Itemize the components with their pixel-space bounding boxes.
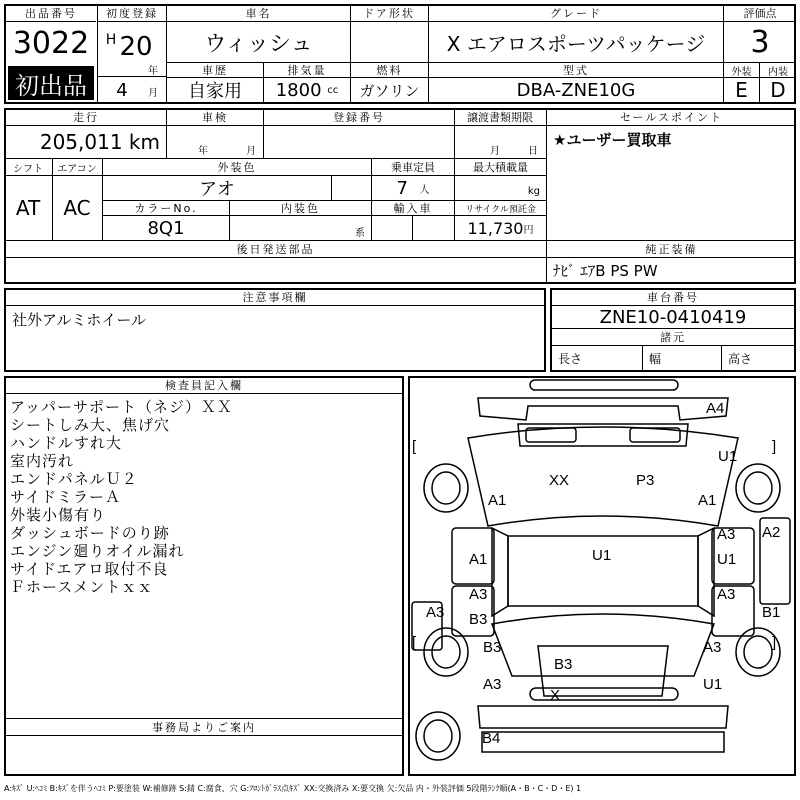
first-listing-badge: 初出品 [8,66,94,100]
mark-u1-right: U1 [717,551,737,568]
capacity-unit: 人 [419,184,430,196]
mark-b3-rear: B3 [483,639,502,656]
recycle-header: リサイクル預託金 [465,204,536,215]
car-name-header: 車名 [245,7,272,20]
exterior-score-header: 外装 [731,66,752,78]
inspector-note-line: ダッシュボードのり跡 [10,524,170,542]
inspector-note-line: Ｆホースメントｘｘ [10,578,154,596]
mark-a3-edge: A3 [426,604,445,621]
mileage-value [6,126,166,158]
load-header: 最大積載量 [473,161,528,174]
history-header: 車歴 [202,64,228,77]
mark-b4: B4 [482,730,501,747]
reg-number-header: 登録番号 [333,111,385,124]
notes-value: 社外アルミホイール [12,310,147,329]
recycle-value [455,216,546,240]
equipment-value: ﾅﾋﾞ ｴｱB PS PW [553,261,658,280]
later-parts-header: 後日発送部品 [236,243,315,256]
int-color-unit: 系 [355,227,365,239]
mileage-unit: km [128,130,160,154]
fuel-header: 燃料 [376,64,403,77]
mark-a3-left: A3 [469,586,488,603]
inspector-note-line: サイドミラーＡ [10,488,121,506]
specs-height: 高さ [728,351,753,366]
aircon-header: エアコン [57,163,97,175]
inspector-note-line: エンジン廻りオイル漏れ [10,542,185,560]
registration-year-unit: 年 [148,65,158,77]
color-no-value: 8Q1 [147,217,185,239]
mark-a3-right-2: A3 [717,586,736,603]
sales-point-value: ★ユーザー買取車 [553,130,672,149]
recycle-number: 11,730 [467,218,524,238]
mark-a3-right-1: A3 [717,526,736,543]
mark-u1-center: U1 [592,547,612,564]
registration-month-unit: 月 [148,87,158,99]
inspector-note-line: シートしみ大、焦げ穴 [10,416,171,434]
capacity-value [372,176,454,200]
sales-point-header: セールスポイント [619,111,723,124]
transfer-month-unit: 月 [490,145,500,157]
transfer-day-unit: 日 [528,145,538,157]
mark-a3-left-2: A3 [483,676,502,693]
mark-bracket-l1: [ [412,438,417,455]
interior-score-header: 内装 [768,66,788,78]
model-header: 型式 [563,64,589,77]
load-unit: kg [527,185,540,197]
recycle-unit: 円 [523,224,534,236]
inspection-year-unit: 年 [198,145,208,157]
inspector-note-line: サイドエアロ取付不良 [10,560,169,578]
displacement-number: 1800 [275,79,322,101]
registration-year: 20 [119,32,153,62]
displacement-header: 排気量 [287,64,327,77]
inspection-month-unit: 月 [246,145,256,157]
notes-header: 注意事項欄 [242,291,308,304]
transfer-header: 譲渡書類期限 [467,111,533,124]
mark-b3-middle: B3 [554,656,573,673]
ext-color-header: 外装色 [217,161,257,174]
inspector-note-line: アッパーサポート（ネジ）ＸＸ [10,398,233,416]
import-header: 輸入車 [393,202,433,215]
capacity-number: 7 [396,177,408,199]
shift-value: AT [15,196,41,220]
displacement-value [264,78,350,102]
grade-value: X エアロスポーツパッケージ [446,31,706,56]
ext-color-value: アオ [199,179,235,200]
color-no-header: カラーNo. [134,202,198,215]
mark-bracket-r1: ] [772,438,777,455]
door-header: ドア形状 [363,7,415,20]
registration-month: 4 [116,79,128,101]
interior-score-value: D [770,78,786,102]
mark-xx: XX [549,472,570,489]
mark-a3-right-3: A3 [703,639,722,656]
inspector-note-line: ハンドルすれ大 [10,434,123,452]
mark-b3-left: B3 [469,611,488,628]
exterior-score-value: E [735,78,748,102]
mark-a1-left: A1 [488,492,507,509]
grade-header: グレード [550,7,602,20]
mark-a4: A4 [706,400,725,417]
chassis-header: 車台番号 [647,291,699,304]
specs-width: 幅 [649,351,662,366]
mark-a1-right: A1 [698,492,717,509]
mark-b1: B1 [762,604,781,621]
score-header: 評価点 [743,7,777,20]
car-name-value: ウィッシュ [204,31,313,57]
mark-bracket-l2: [ [412,634,417,651]
specs-length: 長さ [558,351,583,366]
legend-footer: A:ｷｽﾞ U:ﾍｺﾐ B:ｷｽﾞを伴うﾍｺﾐ P:要塗装 W:補修跡 S:錆 C:腐食、穴 G:ﾌﾛﾝﾄｶﾞﾗｽ点ｷｽﾞ XX:交換済み X:要交換 欠:欠品 内・外装評価 5段階ﾗﾝｸ順(A・B・C・D・E) 1 [4,783,582,793]
displacement-unit: cc [327,84,339,96]
shift-header: シフト [13,163,43,175]
int-color-header: 内装色 [281,202,320,215]
door-value [351,22,427,62]
mark-u1-top-right: U1 [718,448,738,465]
car-diagram [408,376,796,776]
mark-a2: A2 [762,524,781,541]
fuel-value: ガソリン [359,81,420,100]
registration-header: 初度登録 [106,7,158,20]
office-header: 事務局よりご案内 [152,721,256,734]
specs-header: 諸元 [660,331,686,344]
chassis-value: ZNE10-0410419 [599,306,747,328]
aircon-value: AC [63,196,91,220]
mark-x: X [550,687,561,704]
capacity-header: 乗車定員 [391,161,435,174]
mark-u1-bottom-right: U1 [703,676,723,693]
inspector-note-line: 室内汚れ [10,452,75,470]
mark-bracket-r2: ] [772,634,777,651]
mileage-header: 走行 [73,111,99,124]
lot-header: 出品番号 [25,7,77,20]
inspector-note-line: 外装小傷有り [10,506,107,524]
model-value: DBA-ZNE10G [516,79,636,101]
registration-era: H [105,32,117,48]
mark-p3: P3 [636,472,655,489]
later-parts-value [5,258,546,282]
inspector-note-line: エンドパネルＵ２ [10,470,138,488]
mileage-number: 205,011 [39,130,123,154]
mark-a1-middle: A1 [469,551,488,568]
inspection-header: 車検 [202,111,228,124]
inspector-header: 検査員記入欄 [165,379,243,392]
history-value: 自家用 [188,81,242,102]
score-value: 3 [750,24,770,60]
lot-number: 3022 [12,25,90,61]
equipment-header: 純正装備 [645,243,698,256]
